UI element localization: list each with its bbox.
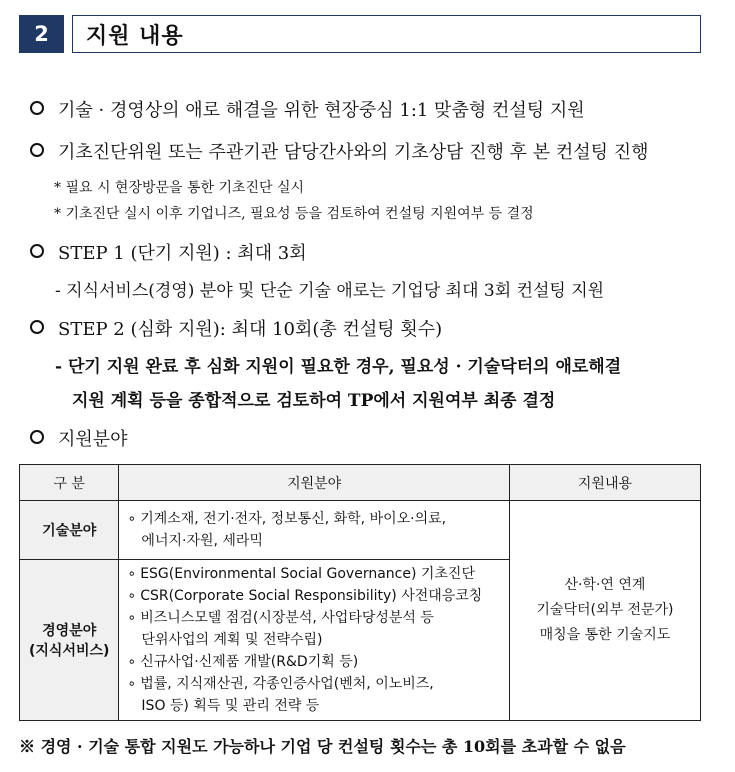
circle-bullet-icon bbox=[30, 244, 44, 258]
item-text-cont: 에너지·자원, 세라믹 bbox=[141, 533, 263, 549]
support-content bbox=[509, 501, 700, 721]
item-text: 비즈니스모델 점검(시장분석, 사업타당성분석 등 bbox=[140, 610, 434, 626]
bullet-text: STEP 1 (단기 지원) : 최대 3회 bbox=[58, 243, 307, 264]
row-fields-tech bbox=[119, 501, 509, 560]
bullet-text: 기초진단위원 또는 주관기관 담당간사와의 기초상담 진행 후 본 컨설팅 진행 bbox=[58, 142, 649, 163]
section-header bbox=[19, 15, 701, 53]
list-item bbox=[127, 673, 500, 717]
list-item bbox=[127, 585, 500, 607]
item-marker: ∘ bbox=[127, 610, 137, 626]
footer-note: ※ 경영 · 기술 통합 지원도 가능하나 기업 당 컨설팅 횟수는 총 10회를 초과할 수 없음 bbox=[19, 737, 626, 756]
item-text: 법률, 지식재산권, 각종인증사업(벤처, 이노비즈, bbox=[140, 676, 434, 692]
bullet-text: 지원분야 bbox=[58, 429, 128, 450]
row-label-tech: 기술분야 bbox=[20, 501, 119, 560]
note-2: * 기초진단 실시 이후 기업니즈, 필요성 등을 검토하여 컨설팅 지원여부 등 결정 bbox=[54, 206, 534, 222]
row-fields-mgmt bbox=[119, 560, 509, 721]
item-marker: ∘ bbox=[127, 511, 137, 527]
item-text: CSR(Corporate Social Responsibility) 사전대응코칭 bbox=[140, 588, 483, 604]
circle-bullet-icon bbox=[30, 143, 44, 157]
section-title: 지원 내용 bbox=[86, 23, 184, 49]
note-1: * 필요 시 현장방문을 통한 기초진단 실시 bbox=[54, 180, 305, 196]
circle-bullet-icon bbox=[30, 320, 44, 334]
support-table bbox=[19, 464, 701, 721]
support-line-2: 기술닥터(외부 전문가) bbox=[536, 602, 674, 618]
support-line-3: 매칭을 통한 기술지도 bbox=[539, 627, 671, 643]
circle-bullet-icon bbox=[30, 101, 44, 115]
circle-bullet-icon bbox=[30, 430, 44, 444]
list-item bbox=[127, 651, 500, 673]
table-row-tech bbox=[20, 501, 701, 560]
list-item bbox=[127, 607, 500, 651]
row-label-mgmt bbox=[20, 560, 119, 721]
dash-item-2-cont: 지원 계획 등을 종합적으로 검토하여 TP에서 지원여부 최종 결정 bbox=[72, 391, 556, 411]
list-item bbox=[127, 508, 500, 552]
bullet-text: 기술 · 경영상의 애로 해결을 위한 현장중심 1:1 맞춤형 컨설팅 지원 bbox=[58, 100, 585, 121]
item-text: 신규사업·신제품 개발(R&D기획 등) bbox=[140, 654, 359, 670]
item-marker: ∘ bbox=[127, 588, 137, 604]
support-line-1: 산·학·연 연계 bbox=[564, 577, 646, 593]
dash-item-1: - 지식서비스(경영) 분야 및 단순 기술 애로는 기업당 최대 3회 컨설팅 지원 bbox=[55, 281, 605, 301]
table-header-row bbox=[20, 465, 701, 501]
header-field: 지원분야 bbox=[119, 465, 509, 501]
item-text: 기계소재, 전기·전자, 정보통신, 화학, 바이오·의료, bbox=[140, 511, 447, 527]
header-category: 구 분 bbox=[20, 465, 119, 501]
list-item bbox=[127, 563, 500, 585]
row-label-mgmt-2: (지식서비스) bbox=[29, 643, 110, 659]
row-label-mgmt-1: 경영분야 bbox=[42, 623, 97, 639]
item-marker: ∘ bbox=[127, 566, 137, 582]
section-title-box bbox=[72, 15, 701, 53]
header-support: 지원내용 bbox=[509, 465, 700, 501]
item-text: ESG(Environmental Social Governance) 기초진단 bbox=[140, 566, 475, 582]
item-text-cont: ISO 등) 획득 및 관리 전략 등 bbox=[141, 698, 320, 714]
item-text-cont: 단위사업의 계획 및 전략수립) bbox=[141, 632, 323, 648]
bullet-text: STEP 2 (심화 지원): 최대 10회(총 컨설팅 횟수) bbox=[58, 319, 443, 340]
item-marker: ∘ bbox=[127, 676, 137, 692]
dash-item-2: - 단기 지원 완료 후 심화 지원이 필요한 경우, 필요성 · 기술닥터의 애로해결 bbox=[55, 357, 622, 377]
section-number: 2 bbox=[19, 15, 64, 53]
item-marker: ∘ bbox=[127, 654, 137, 670]
